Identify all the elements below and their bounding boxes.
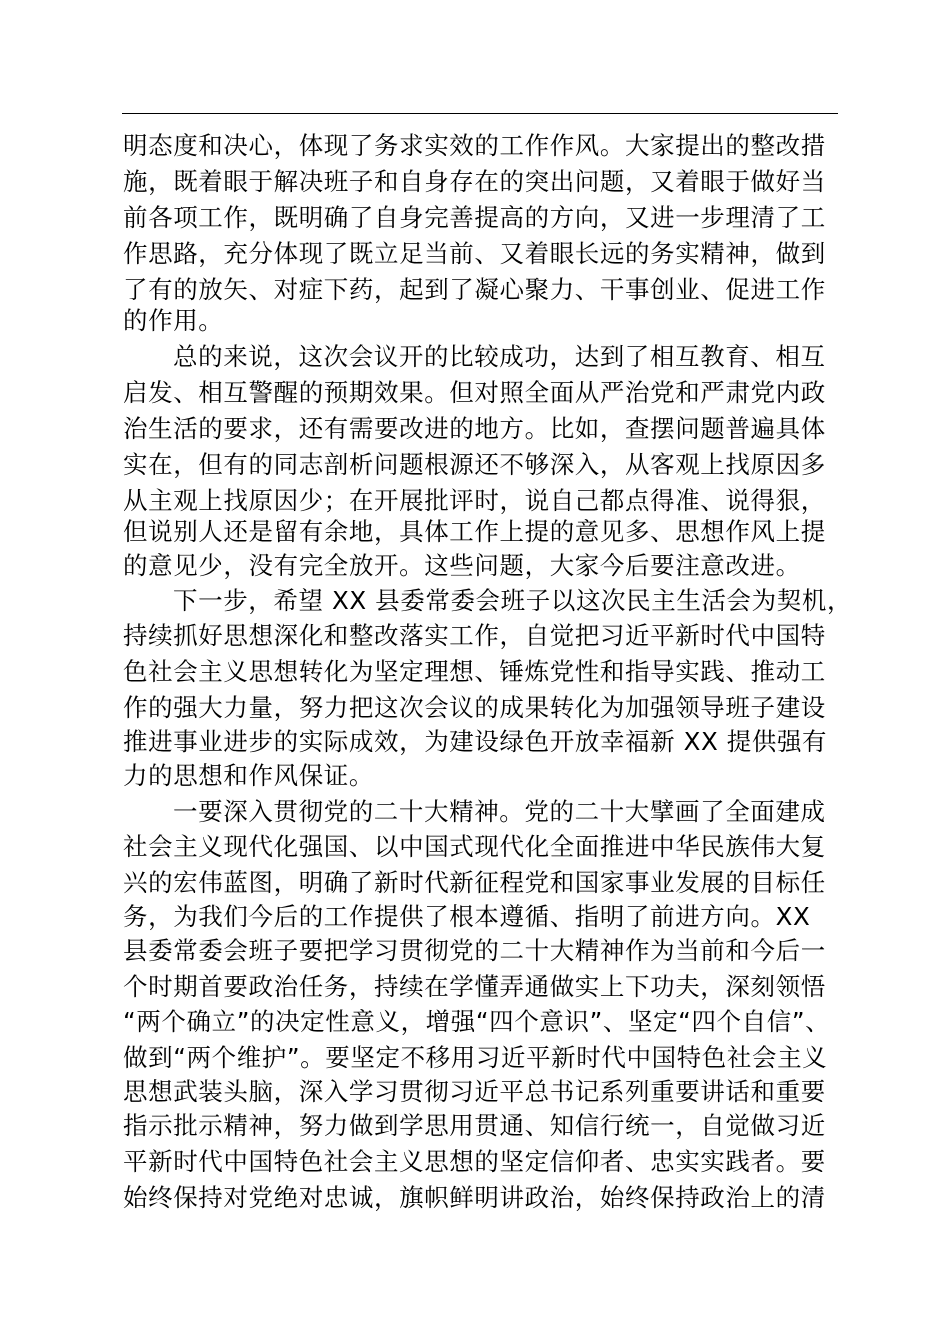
paragraph-first-line: 总的来说，这次会议开的比较成功，达到了相互教育、相互 xyxy=(173,342,826,371)
text-line: 启发、相互警醒的预期效果。但对照全面从严治党和严肃党内政 xyxy=(123,378,826,407)
text-line: 明态度和决心，体现了务求实效的工作作风。大家提出的整改措 xyxy=(123,131,826,160)
text-line: 兴的宏伟蓝图，明确了新时代新征程党和国家事业发展的目标任 xyxy=(123,868,826,897)
text-line: 的作用。 xyxy=(123,306,224,335)
text-line: 色社会主义思想转化为坚定理想、锤炼党性和指导实践、推动工 xyxy=(123,657,826,686)
text-line: 作的强大力量，努力把这次会议的成果转化为加强领导班子建设 xyxy=(123,693,826,722)
text-line: 的意见少，没有完全放开。这些问题，大家今后要注意改进。 xyxy=(123,551,801,580)
text-line: 治生活的要求，还有需要改进的地方。比如，查摆问题普遍具体 xyxy=(123,414,826,443)
text-line: 务，为我们今后的工作提供了根本遵循、指明了前进方向。XX xyxy=(123,902,811,931)
paragraph-first-line: 下一步，希望 XX 县委常委会班子以这次民主生活会为契机， xyxy=(173,586,853,615)
text-line: 持续抓好思想深化和整改落实工作，自觉把习近平新时代中国特 xyxy=(123,621,826,650)
text-line: 作思路，充分体现了既立足当前、又着眼长远的务实精神，做到 xyxy=(123,239,826,268)
text-line: 指示批示精神，努力做到学思用贯通、知信行统一，自觉做习近 xyxy=(123,1111,826,1140)
text-line: “两个确立”的决定性意义，增强“四个意识”、坚定“四个自信”、 xyxy=(123,1007,831,1036)
text-line: 施，既着眼于解决班子和自身存在的突出问题，又着眼于做好当 xyxy=(123,167,826,196)
text-line: 个时期首要政治任务，持续在学懂弄通做实上下功夫，深刻领悟 xyxy=(123,972,826,1001)
text-line: 始终保持对党绝对忠诚，旗帜鲜明讲政治，始终保持政治上的清 xyxy=(123,1183,826,1212)
text-line: 社会主义现代化强国、以中国式现代化全面推进中华民族伟大复 xyxy=(123,832,826,861)
header-rule xyxy=(122,113,838,114)
text-line: 平新时代中国特色社会主义思想的坚定信仰者、忠实实践者。要 xyxy=(123,1147,826,1176)
text-line: 但说别人还是留有余地，具体工作上提的意见多、思想作风上提 xyxy=(123,517,826,546)
text-line: 了有的放矢、对症下药，起到了凝心聚力、干事创业、促进工作 xyxy=(123,275,826,304)
text-line: 前各项工作，既明确了自身完善提高的方向，又进一步理清了工 xyxy=(123,203,826,232)
paragraph-first-line: 一要深入贯彻党的二十大精神。党的二十大擘画了全面建成 xyxy=(173,797,826,826)
text-line: 做到“两个维护”。要坚定不移用习近平新时代中国特色社会主义 xyxy=(123,1043,828,1072)
text-line: 力的思想和作风保证。 xyxy=(123,761,374,790)
text-line: 实在，但有的同志剖析问题根源还不够深入，从客观上找原因多 xyxy=(123,450,826,479)
text-line: 推进事业进步的实际成效，为建设绿色开放幸福新 XX 提供强有 xyxy=(123,727,828,756)
text-line: 县委常委会班子要把学习贯彻党的二十大精神作为当前和今后一 xyxy=(123,936,826,965)
text-line: 思想武装头脑，深入学习贯彻习近平总书记系列重要讲话和重要 xyxy=(123,1077,826,1106)
text-line: 从主观上找原因少；在开展批评时，说自己都点得准、说得狠， xyxy=(123,486,826,515)
